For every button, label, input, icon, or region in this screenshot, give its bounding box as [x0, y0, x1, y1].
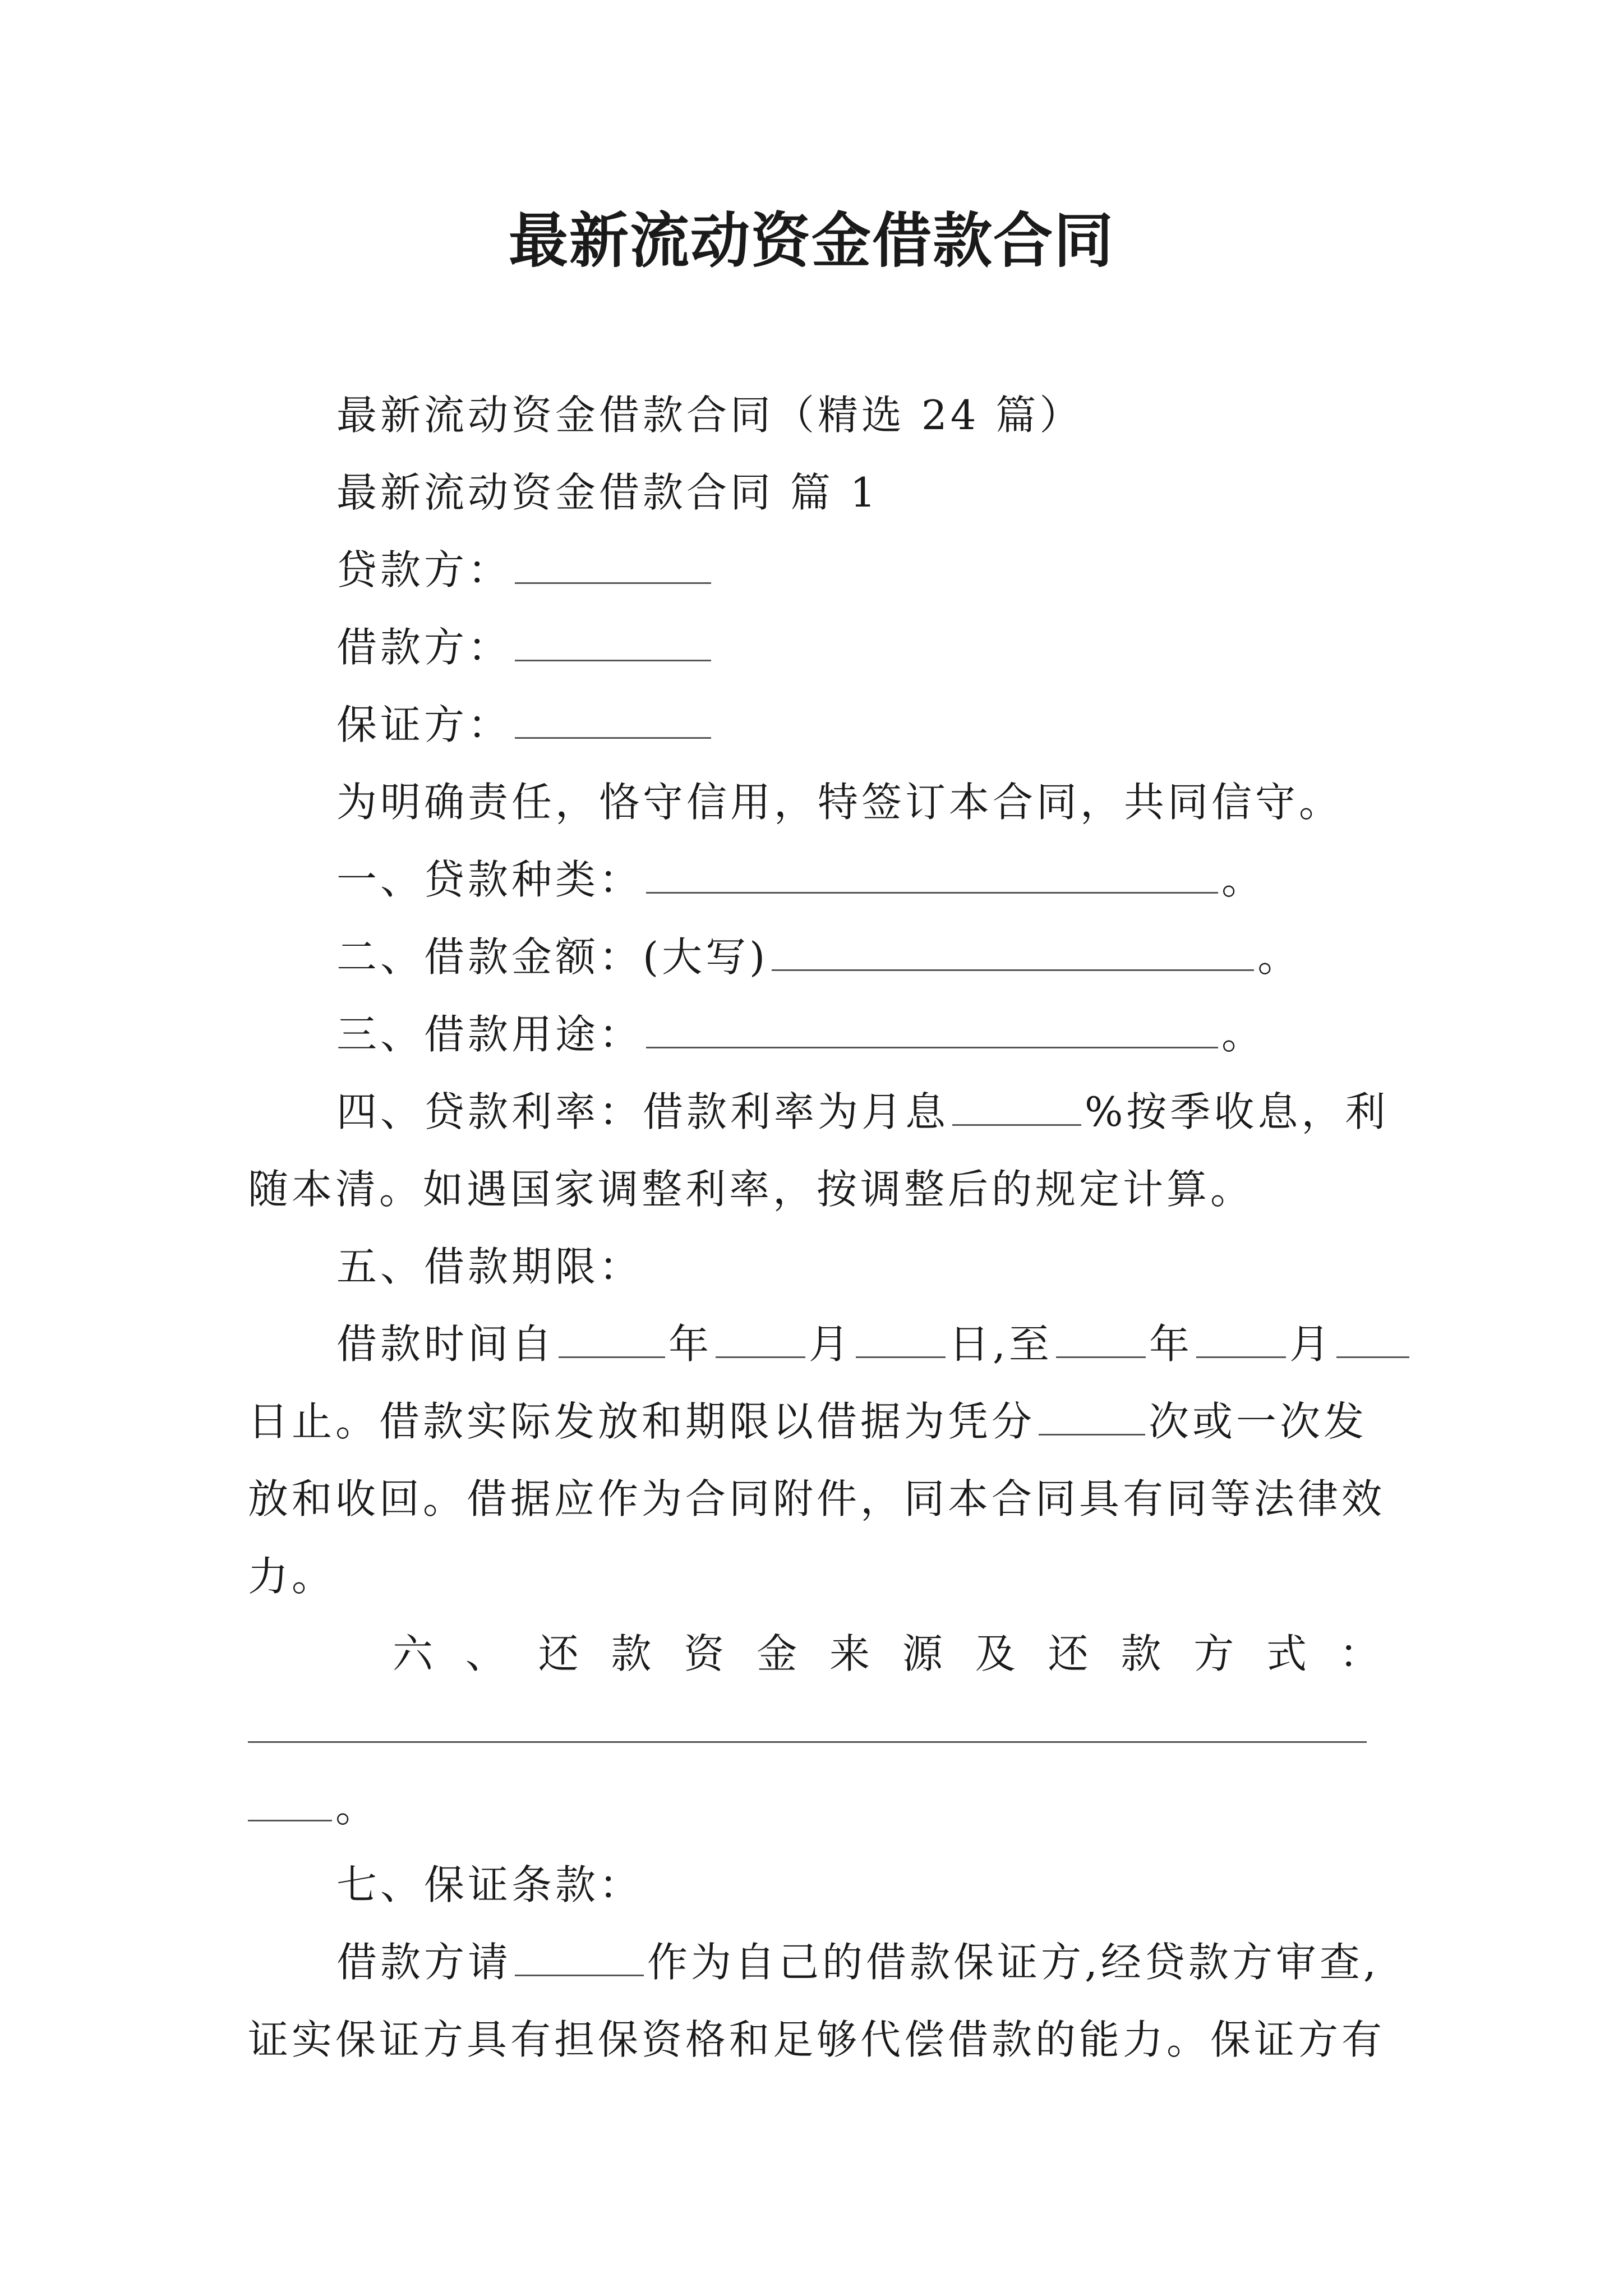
interest-rate-blank: [952, 1089, 1081, 1126]
clause-3-blank: [646, 1012, 1218, 1048]
clause-3: [336, 1006, 1265, 1062]
clause-1-end: 。: [1221, 856, 1266, 903]
clause-3-end: 。: [1221, 1011, 1266, 1058]
guarantor-line: [336, 697, 714, 753]
end-day-blank: [1336, 1322, 1409, 1358]
clause-6-char: 款: [1121, 1630, 1161, 1677]
clause-6-char: 还: [538, 1630, 579, 1677]
clause-4-line-1: [336, 1084, 1389, 1140]
clause-2-label: 二、借款金额：(大写): [336, 933, 769, 981]
clause-5-line-1: [336, 1316, 1413, 1372]
clause-6-heading: [393, 1626, 1380, 1682]
clause-6-char: 方: [1193, 1630, 1234, 1677]
clause-6-char: 来: [829, 1630, 870, 1677]
borrower-blank: [515, 625, 711, 661]
clause-3-label: 三、借款用途：: [336, 1011, 643, 1058]
clause-7-text-b: 作为自己的借款保证方,经贷款方审查,: [647, 1939, 1380, 1986]
start-month-blank: [716, 1322, 805, 1358]
guarantor-blank: [515, 702, 711, 739]
end-month-blank: [1196, 1322, 1286, 1358]
clause-4-text-a: 四、贷款利率：借款利率为月息: [336, 1088, 949, 1135]
clause-6-char: 六: [393, 1630, 434, 1677]
repayment-blank-tail: [248, 1785, 332, 1821]
preamble: 为明确责任，恪守信用，特签订本合同，共同信守。: [336, 779, 1343, 826]
clause-2-end: 。: [1257, 933, 1302, 981]
start-month-label: 月: [809, 1320, 853, 1368]
clause-5-text-b: 日止。借款实际发放和期限以借据为凭分: [248, 1398, 1036, 1445]
clause-5-text-c: 次或一次发: [1149, 1398, 1368, 1445]
clause-7-line-1: [336, 1934, 1380, 1990]
clause-6-char: 资: [684, 1630, 725, 1677]
document-subtitle: 最新流动资金借款合同（精选 24 篇）: [336, 392, 1083, 439]
clause-7-line-2: 证实保证方具有担保资格和足够代偿借款的能力。保证方有: [248, 2016, 1386, 2063]
clause-5-heading: 五、借款期限：: [336, 1243, 643, 1290]
borrower-line: [336, 619, 714, 675]
end-month-label: 月: [1289, 1320, 1333, 1368]
repayment-end-mark: 。: [335, 1784, 380, 1831]
repayment-blank-line: [248, 1741, 1367, 1743]
clause-2: [336, 929, 1301, 985]
end-year-label: 年: [1149, 1320, 1193, 1368]
clause-6-char: 还: [1048, 1630, 1089, 1677]
clause-5-line-4: 力。: [248, 1553, 336, 1600]
guarantor-name-blank: [515, 1940, 644, 1976]
clause-4-line-2: 随本清。如遇国家调整利率，按调整后的规定计算。: [248, 1166, 1255, 1213]
installments-blank: [1039, 1399, 1145, 1435]
lender-blank: [515, 547, 711, 584]
clause-7-text-a: 借款方请: [336, 1939, 512, 1986]
clause-6-char: 款: [611, 1630, 652, 1677]
start-day-to-label: 日,至: [949, 1320, 1053, 1368]
start-year-blank: [559, 1322, 665, 1358]
lender-label: 贷款方：: [336, 546, 512, 593]
clause-5-line-2: [248, 1393, 1367, 1450]
start-year-label: 年: [668, 1320, 713, 1368]
lender-line: [336, 542, 714, 598]
clause-6-char: 金: [757, 1630, 797, 1677]
end-year-blank: [1056, 1322, 1146, 1358]
clause-6-char: ：: [1339, 1630, 1380, 1677]
clause-5-line-3: 放和收回。借据应作为合同附件，同本合同具有同等法律效: [248, 1475, 1386, 1522]
clause-1-label: 一、贷款种类：: [336, 856, 643, 903]
clause-6-char: 式: [1266, 1630, 1307, 1677]
borrower-label: 借款方：: [336, 624, 512, 671]
start-day-blank: [856, 1322, 946, 1358]
document-title: 最新流动资金借款合同: [509, 206, 1114, 275]
repayment-blank-end: [248, 1779, 379, 1835]
clause-7-heading: 七、保证条款：: [336, 1861, 643, 1908]
clause-1: [336, 852, 1265, 908]
loan-period-from-label: 借款时间自: [336, 1320, 556, 1368]
section-heading: 最新流动资金借款合同 篇 1: [336, 469, 879, 516]
clause-6-char: 及: [975, 1630, 1016, 1677]
guarantor-label: 保证方：: [336, 701, 512, 748]
clause-6-char: 源: [902, 1630, 943, 1677]
clause-4-text-b: %按季收息，利: [1085, 1088, 1389, 1135]
clause-6-char: 、: [465, 1630, 506, 1677]
clause-1-blank: [646, 857, 1218, 894]
clause-2-blank: [772, 935, 1254, 971]
